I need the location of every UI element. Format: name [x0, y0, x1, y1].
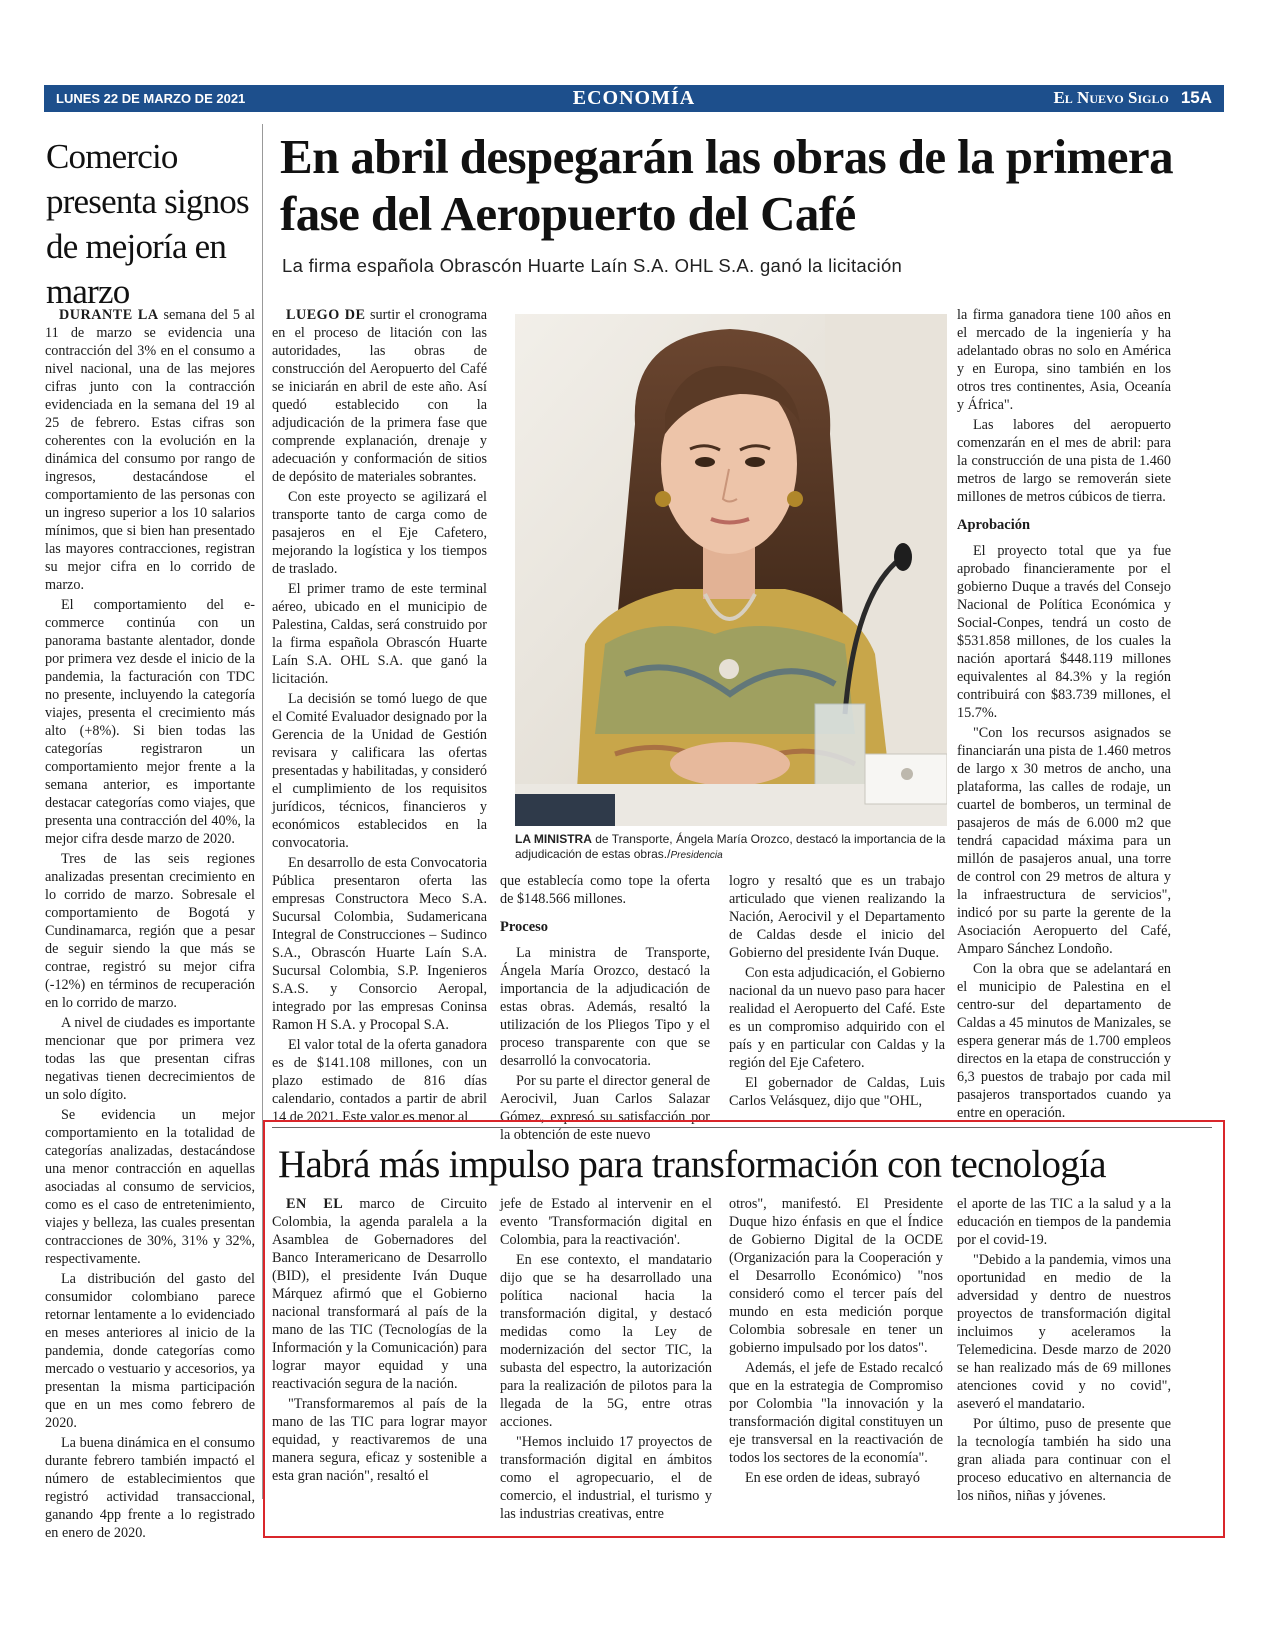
side-paragraph: La distribución del gasto del consumidor colombiano parece retornar lentamente a lo evidenciado en meses anteriores al inicio de la pandemia, donde categorías como mercado o vestuario y accesorios, ya presentan la misma participación que en un mes como febrero de 2020. — [45, 1271, 255, 1431]
main-paragraph: Con este proyecto se agilizará el transporte tanto de carga como de pasajeros en el Eje Cafetero, mejorando la logística y los tiempos de traslado. — [272, 489, 487, 577]
main-paragraph: El proyecto total que ya fue aprobado financieramente por el gobierno Duque a través del Consejo Nacional de Política Económica y Social-Conpes, tendrá un costo de $531.858 millones, de los cuales la nación aportará $448.119 millones equivalentes al 84.3% y la región contribuirá con $83.739 millones, el 15.7%. — [957, 543, 1171, 721]
main-paragraph — [272, 306, 487, 486]
main-headline: En abril despegarán las obras de la primera fase del Aeropuerto del Café — [280, 129, 1173, 241]
main-paragraph: que establecía como tope la oferta de $148.566 millones. — [500, 873, 710, 907]
caption-lead: LA MINISTRA — [515, 832, 592, 846]
side-article-title: Comercio presenta signos de mejoría en marzo — [46, 137, 249, 311]
bottom-paragraph: Además, el jefe de Estado recalcó que en la estrategia de Compromiso por Colombia "la innovación y la transformación digital constituyen un eje transversal en la reactivación de todos los sectores de la economía". — [729, 1360, 943, 1466]
main-col-2 — [500, 872, 710, 1146]
main-col-3 — [729, 872, 945, 1112]
subhead-aprobacion: Aprobación — [957, 517, 1031, 533]
main-subheadline: La firma española Obrascón Huarte Laín S.A. OHL S.A. ganó la licitación — [282, 255, 903, 276]
bottom-col-2 — [500, 1195, 712, 1525]
main-paragraph: El gobernador de Caldas, Luis Carlos Velásquez, dijo que "OHL, — [729, 1075, 945, 1109]
bottom-lead-caps: EN EL — [286, 1196, 344, 1212]
page-header-bar — [44, 85, 1224, 112]
main-paragraph: La ministra de Transporte, Ángela María Orozco, destacó la importancia de la adjudicación de estas obras. Además, resaltó la utilización de los Pliegos Tipo y el proceso transparente con que se desarrolló la convocatoria. — [500, 945, 710, 1069]
main-paragraph: La decisión se tomó luego de que el Comité Evaluador designado por la Gerencia de la Unidad de Gestión revisara y calificara las ofertas presentadas y habilitadas, y consideró el cumplimiento de los requisitos jurídicos, técnicos, financieros y económicos establecidos en la convocatoria. — [272, 691, 487, 851]
main-paragraph: logro y resaltó que es un trabajo articulado que vienen realizando la Nación, Aerocivil y el Departamento de Caldas desde el inicio del Gobierno del presidente Iván Duque. — [729, 873, 945, 961]
caption-text: de Transporte, Ángela María Orozco, destacó la importancia de la adjudicación de estas obras./ — [515, 832, 946, 861]
section-name: ECONOMÍA — [572, 87, 696, 109]
main-paragraph: En desarrollo de esta Convocatoria Pública presentaron oferta las empresas Constructora Meco S.A. Sucursal Colombia, Sudamericana Integral de Construcciones – Sudinco S.A., Obrascón Huarte Laín S.A. Sucursal Colombia, S.P. Ingenieros S.A.S. y Consorcio Aeropal, integrado por las empresas Coninsa Ramon H S.A. y Procopal S.A. — [272, 855, 487, 1033]
main-paragraph: El primer tramo de este terminal aéreo, ubicado en el municipio de Palestina, Caldas, será construido por la firma española Obrascón Huarte Laín S.A. OHL S.A. que ganó la licitación. — [272, 581, 487, 687]
bottom-paragraph: jefe de Estado al intervenir en el evento 'Transformación digital en Colombia, para la reactivación'. — [500, 1196, 712, 1248]
bottom-paragraph: "Debido a la pandemia, vimos una oportunidad en medio de la adversidad y dentro de nuestros proyectos de transformación digital incluimos y aceleramos la Telemedicina. Desde marzo de 2020 se han realizado más de 69 millones atenciones covid y no covid", aseveró el mandatario. — [957, 1252, 1171, 1412]
bottom-paragraph: "Transformaremos al país de la mano de las TIC para lograr mayor equidad, y reactivaremos de una manera segura, eficaz y sostenible a esta gran nación", resaltó el — [272, 1396, 487, 1484]
photo-illustration — [515, 314, 947, 826]
bottom-paragraph: En ese orden de ideas, subrayó — [745, 1470, 920, 1486]
main-paragraph: "Con los recursos asignados se financiarán una pista de 1.460 metros de largo x 30 metros de ancho, una plataforma, las calles de rodaje, un cuartel de bomberos, un terminal de pasajeros de más de 6.000 m2 que tendrá capacidad máxima para un millón de pasajeros anual, una torre de control con 29 metros de altura y la infraestructura de servicios", indicó por su parte la gerente de la Asociación Aeropuerto del Café, Amparo Sánchez Londoño. — [957, 725, 1171, 957]
caption-credit: Presidencia — [670, 850, 723, 861]
main-paragraph: la firma ganadora tiene 100 años en el mercado de la ingeniería y ha adelantado obras no solo en América y en Europa, sino también en los otros tres continentes, Asia, Oceanía y África". — [957, 307, 1171, 413]
main-paragraph: Las labores del aeropuerto comenzarán en el mes de abril: para la construcción de una pista de 1.460 metros de largo se removerán siete millones de metros cúbicos de tierra. — [957, 417, 1171, 505]
bottom-paragraph: otros", manifestó. El Presidente Duque hizo énfasis en que el Índice de Gobierno Digital de la OCDE (Organización para la Cooperación y el Desarrollo Económico) "nos consideró como el tercer país del mundo en esta medición porque Colombia sobresale en tener un gobierno impulsado por los datos". — [729, 1196, 943, 1356]
bottom-col-4 — [957, 1195, 1171, 1507]
side-paragraph: Se evidencia un mejor comportamiento en la totalidad de categorías analizadas, destacándose una menor contracción en aquellas asociadas al consumo de servicios, como es el caso de entretenimiento, viajes y belleza, las cuales presentan contracciones de 30%, 31% y 32%, respectivamente. — [45, 1107, 255, 1267]
minister-photo — [515, 314, 947, 826]
bottom-paragraph: el aporte de las TIC a la salud y a la educación en tiempos de la pandemia por el covid-19. — [957, 1196, 1171, 1248]
main-col-4 — [957, 306, 1171, 1124]
main-col-1 — [272, 306, 487, 1128]
main-paragraph: Con la obra que se adelantará en el municipio de Palestina en el centro-sur del departamento de Caldas a 45 minutos de Manizales, se espera generar más de 1.700 empleos directos en la etapa de construcción y 6,3 puestos de trabajo por cada mil pasajeros transportados cuando ya entre en operación. — [957, 961, 1171, 1121]
main-paragraph: Con esta adjudicación, el Gobierno nacional da un nuevo paso para hacer realidad el Aeropuerto del Café. Este es un compromiso adquirido con el país y en particular con Caldas y la región del Eje Cafetero. — [729, 965, 945, 1071]
bottom-paragraph: "Hemos incluido 17 proyectos de transformación digital en ámbitos como el agropecuario, el de comercio, el industrial, el turismo y las industrias creativas, entre — [500, 1434, 712, 1522]
side-lead-caps: DURANTE LA — [59, 307, 159, 323]
side-article-body — [45, 306, 255, 1544]
main-lead-caps: LUEGO DE — [286, 307, 366, 323]
bottom-col-1 — [272, 1195, 487, 1487]
subhead-proceso: Proceso — [500, 919, 549, 935]
publication-label: El Nuevo Siglo — [1053, 88, 1169, 107]
side-paragraph: La buena dinámica en el consumo durante febrero también impactó el número de establecimientos que registró actividad transaccional, ganando 4pp frente a lo registrado en enero de 2020. — [45, 1435, 255, 1541]
side-paragraph — [45, 306, 255, 594]
issue-date: LUNES 22 DE MARZO DE 2021 — [56, 91, 246, 106]
main-paragraph: Por su parte el director general de Aerocivil, Juan Carlos Salazar Gómez, expresó su satisfacción por la obtención de este nuevo — [500, 1073, 710, 1143]
main-lead-text: surtir el cronograma en el proceso de litación con las autoridades, las obras de construcción del Aeropuerto del Café se iniciarán en abril de este año. Así quedó establecido con la adjudicación de la primera fase que comprende explanación, drenaje y adecuación y conformación de sitios de depósito de materiales sobrantes. — [272, 307, 488, 485]
bottom-paragraph — [272, 1195, 487, 1393]
bottom-paragraph: Por último, puso de presente que la tecnología también ha sido una gran aliada para continuar con el proceso educativo en alternancia de los niños, niñas y jóvenes. — [957, 1416, 1171, 1504]
bottom-paragraph: En ese contexto, el mandatario dijo que se ha desarrollado una política nacional hacia la transformación digital, y destacó medidas como la Ley de modernización del sector TIC, la subasta del espectro, la autorización para la realización de pilotos para la llegada de la 5G, entre otras acciones. — [500, 1252, 712, 1430]
side-lead-text: semana del 5 al 11 de marzo se evidencia una contracción del 3% en el consumo a nivel nacional, una de las mejores cifras junto con la contracción evidenciada en la semana del 19 al 25 de febrero. Estas cifras son coherentes con la evolución en la dinámica del consumo por rango de ingresos, destacándose el comportamiento de las personas con un ingreso superior a los 10 salarios mínimos, que si bien han presentado las mayores contracciones, registran su mejor cifra en lo corrido de marzo. — [45, 307, 255, 593]
main-paragraph: El valor total de la oferta ganadora es de $141.108 millones, con un plazo estimado de 816 días calendario, contados a partir de abril 14 de 2021. Este valor es menor al — [272, 1037, 487, 1125]
side-paragraph: A nivel de ciudades es importante mencionar que por primera vez todas las que presentan cifras negativas tienen decrecimientos de un solo dígito. — [45, 1015, 255, 1103]
page-number: 15A — [1180, 88, 1212, 107]
bottom-col-3 — [729, 1195, 943, 1489]
side-paragraph: El comportamiento del e-commerce continúa con un panorama bastante alentador, donde por primera vez desde el inicio de la pandemia, la facturación con TDC no presente, incluyendo la categoría viajes, presenta el crecimiento más alto (+8%). Si bien todas las categorías registraron un comportamiento mejor frente a la semana anterior, es importante destacar categorías como viajes, que presenta una contracción del 40%, la mejor cifra desde marzo de 2020. — [45, 597, 255, 847]
bottom-article-title: Habrá más impulso para transformación con tecnología — [278, 1143, 1106, 1186]
photo-caption — [515, 832, 947, 863]
side-paragraph: Tres de las seis regiones analizadas presentan crecimiento en lo corrido de marzo. Sobresale el comportamiento de Bogotá y Cundinamarca, región que a pesar de seguir siendo la que más se contrae, registró su mejor cifra (-12%) en términos de recuperación en lo corrido de marzo. — [45, 851, 255, 1011]
publication-name — [1053, 88, 1212, 108]
bottom-lead-text: marco de Circuito Colombia, la agenda paralela a la Asamblea de Gobernadores del Banco Interamericano de Desarrollo (BID), el presidente Iván Duque Márquez afirmó que el Gobierno nacional transformará al país de la mano de las TIC (Tecnologías de la Información y la Comunicación) para lograr mayor equidad y una reactivación segura de la nación. — [272, 1196, 488, 1392]
